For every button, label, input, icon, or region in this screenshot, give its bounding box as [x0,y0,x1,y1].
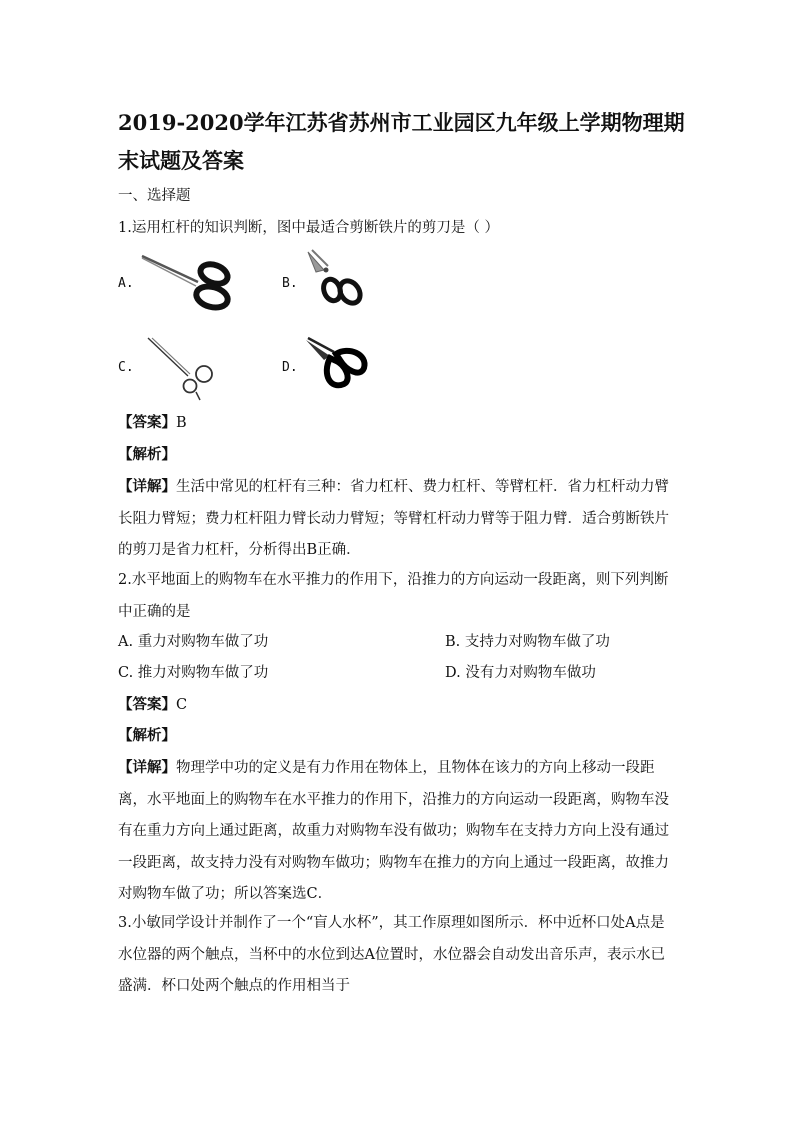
q2-stem: 2.水平地面上的购物车在水平推力的作用下，沿推力的方向运动一段距离，则下列判断中正确的是 [118,572,669,620]
q2-answer-value: C [176,697,188,713]
scissors-d-icon [302,334,372,394]
q2-option-a: A. 重力对购物车做了功 [118,634,269,650]
scissors-a-icon [138,250,238,315]
q2-answer-tag: 【答案】 [118,696,176,713]
q1-answer-tag: 【答案】 [118,414,176,431]
section-heading: 一、选择题 [118,188,191,204]
q1-stem: 1.运用杠杆的知识判断，图中最适合剪断铁片的剪刀是（ ） [118,220,499,236]
scissors-c-icon [142,334,222,404]
q3-stem: 3.小敏同学设计并制作了一个“盲人水杯”，其工作原理如图所示．杯中近杯口处A点是水位器的两个触点，当杯中的水位到达A位置时，水位器会自动发出音乐声，表示水已盛满．杯口处两个触点的作用相当于 [118,915,665,994]
q1-detail-text: 生活中常见的杠杆有三种：省力杠杆、费力杠杆、等臂杠杆．省力杠杆动力臂长阻力臂短；费力杠杆阻力臂长动力臂短；等臂杠杆动力臂等于阻力臂．适合剪断铁片的剪刀是省力杠杆，分析得出B正确． [118,479,669,558]
q1-detail [118,471,678,567]
q1-analysis-tag: 【解析】 [118,446,176,463]
q2-option-d: D. 没有力对购物车做功 [445,665,596,681]
q2-option-b: B. 支持力对购物车做了功 [445,634,610,650]
q2-detail-tag: 【详解】 [118,759,176,776]
q1-option-b-label: B. [282,276,298,291]
q1-option-c-label: C. [118,360,134,375]
q1-answer-value: B [176,415,187,431]
q2-answer [118,695,187,715]
q2-option-c: C. 推力对购物车做了功 [118,665,269,681]
q1-detail-tag: 【详解】 [118,478,176,495]
q1-option-a-label: A. [118,276,134,291]
q2-analysis-tag: 【解析】 [118,727,176,744]
q2-detail-text: 物理学中功的定义是有力作用在物体上，且物体在该力的方向上移动一段距离，水平地面上的购物车在水平推力的作用下，沿推力的方向运动一段距离，购物车没有在重力方向上通过距离，故重力对购物车没有做功；购物车在支持力方向上没有通过一段距离，故支持力没有对购物车做功；购物车在推力的方向上通过一段距离，故推力对购物车做了功；所以答案选C． [118,760,669,902]
page-title: 2019-2020学年江苏省苏州市工业园区九年级上学期物理期末试题及答案 [118,110,685,173]
scissors-b-icon [302,248,368,314]
q1-option-d-label: D. [282,360,298,375]
q1-answer [118,413,187,433]
q2-detail [118,752,678,911]
